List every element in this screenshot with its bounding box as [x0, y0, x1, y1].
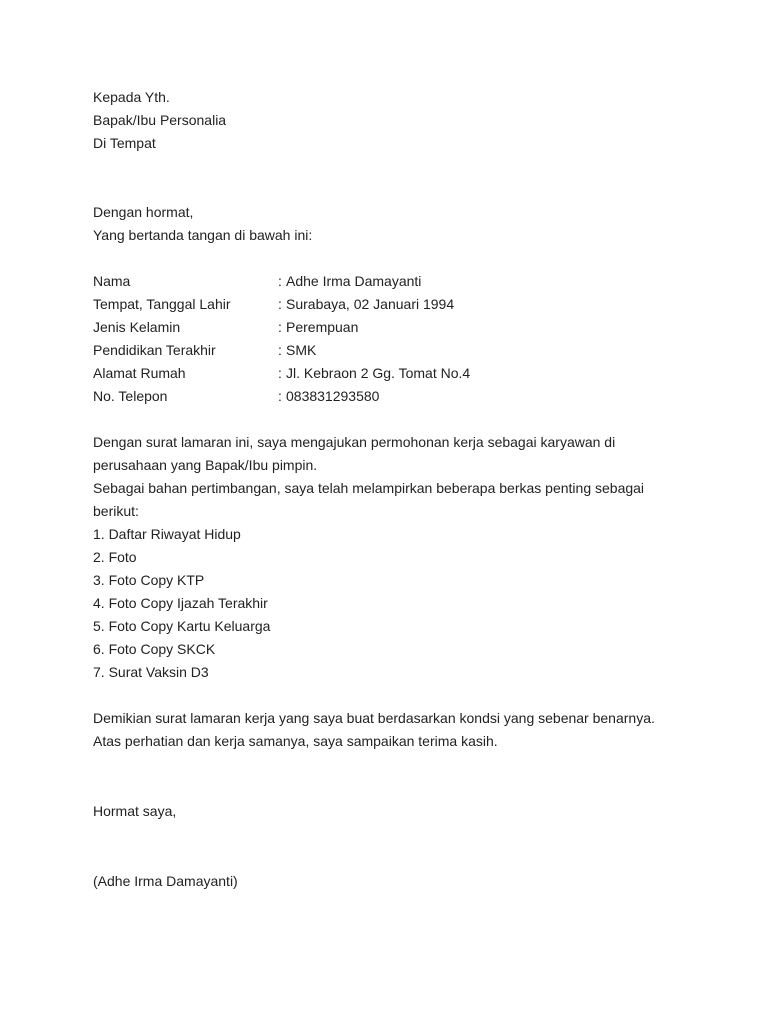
field-row-education	[93, 339, 733, 362]
field-label: Tempat, Tanggal Lahir	[93, 296, 231, 312]
closing-line: Demikian surat lamaran kerja yang saya buat berdasarkan kondsi yang sebenar benarnya.	[93, 710, 655, 726]
field-label: Nama	[93, 273, 131, 289]
field-separator: :	[278, 342, 282, 358]
intro-text: Yang bertanda tangan di bawah ini:	[93, 227, 313, 243]
spacer	[93, 155, 733, 201]
field-value: Surabaya, 02 Januari 1994	[286, 296, 455, 312]
field-value: Adhe Irma Damayanti	[286, 273, 422, 289]
field-value: 083831293580	[286, 388, 380, 404]
spacer	[93, 247, 733, 270]
body-line: berikut:	[93, 503, 139, 519]
field-label: Pendidikan Terakhir	[93, 342, 216, 358]
field-separator: :	[278, 273, 282, 289]
recipient-block	[93, 86, 733, 155]
recipient-line: Kepada Yth.	[93, 89, 170, 105]
signer-name: (Adhe Irma Damayanti)	[93, 873, 238, 889]
attachment-list	[93, 523, 733, 684]
attachment-item: 4. Foto Copy Ijazah Terakhir	[93, 595, 268, 611]
letter-page	[93, 86, 733, 893]
spacer	[93, 684, 733, 707]
field-label: Alamat Rumah	[93, 365, 186, 381]
body-line: perusahaan yang Bapak/Ibu pimpin.	[93, 457, 318, 473]
field-value: SMK	[286, 342, 317, 358]
closing-line: Atas perhatian dan kerja samanya, saya sampaikan terima kasih.	[93, 733, 498, 749]
field-row-gender	[93, 316, 733, 339]
body-line: Dengan surat lamaran ini, saya mengajukan permohonan kerja sebagai karyawan di	[93, 434, 616, 450]
field-separator: :	[278, 388, 282, 404]
attachment-item: 3. Foto Copy KTP	[93, 572, 205, 588]
attachment-item: 7. Surat Vaksin D3	[93, 664, 209, 680]
field-row-name	[93, 270, 733, 293]
field-label: Jenis Kelamin	[93, 319, 181, 335]
field-label: No. Telepon	[93, 388, 168, 404]
field-separator: :	[278, 296, 282, 312]
field-row-address	[93, 362, 733, 385]
body-line: Sebagai bahan pertimbangan, saya telah melampirkan beberapa berkas penting sebagai	[93, 480, 645, 496]
spacer	[93, 753, 733, 800]
field-value: Jl. Kebraon 2 Gg. Tomat No.4	[286, 365, 471, 381]
salutation: Dengan hormat,	[93, 204, 194, 220]
regards-text: Hormat saya,	[93, 803, 177, 819]
spacer	[93, 823, 733, 870]
attachment-item: 5. Foto Copy Kartu Keluarga	[93, 618, 271, 634]
attachment-item: 6. Foto Copy SKCK	[93, 641, 216, 657]
applicant-fields	[93, 270, 733, 408]
field-separator: :	[278, 365, 282, 381]
field-separator: :	[278, 319, 282, 335]
greeting-block	[93, 201, 733, 247]
field-row-phone	[93, 385, 733, 408]
field-row-birth	[93, 293, 733, 316]
recipient-line: Bapak/Ibu Personalia	[93, 112, 227, 128]
field-value: Perempuan	[286, 319, 359, 335]
spacer	[93, 408, 733, 431]
recipient-line: Di Tempat	[93, 135, 156, 151]
closing-paragraph	[93, 707, 733, 753]
body-paragraph	[93, 431, 733, 523]
attachment-item: 1. Daftar Riwayat Hidup	[93, 526, 241, 542]
attachment-item: 2. Foto	[93, 549, 137, 565]
